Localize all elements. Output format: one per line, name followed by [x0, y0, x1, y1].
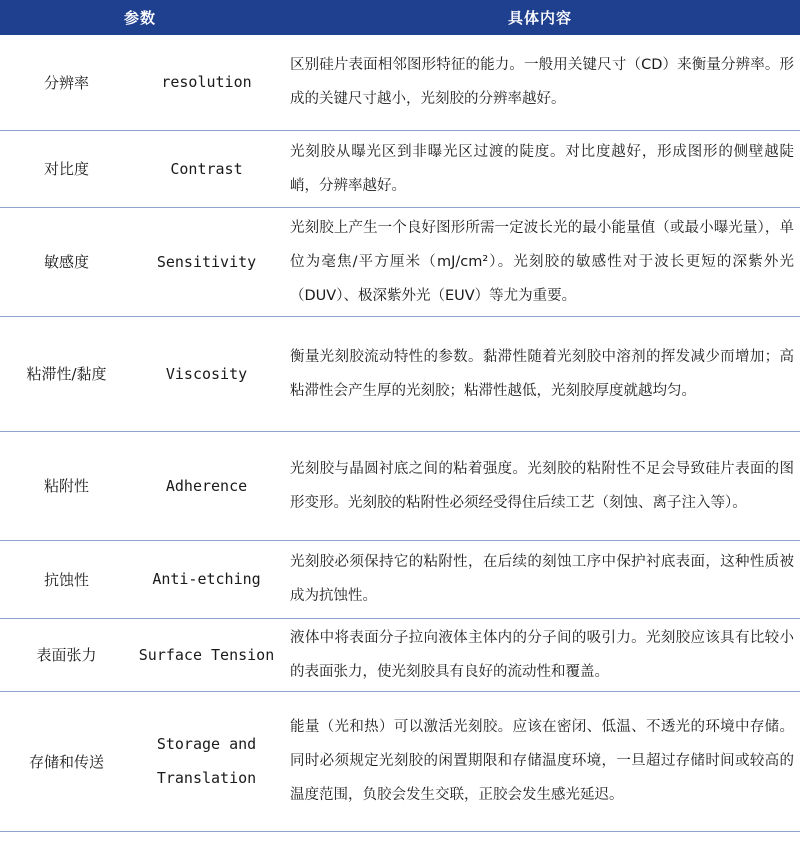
- header-param: 参数: [124, 9, 157, 27]
- param-english: Contrast: [133, 130, 280, 207]
- table-row: [0, 540, 800, 618]
- table-row: [0, 618, 800, 691]
- param-name: 存储和传送: [0, 691, 133, 831]
- param-description: 区别硅片表面相邻图形特征的能力。一般用关键尺寸（CD）来衡量分辨率。形成的关键尺寸越小，光刻胶的分辨率越好。: [280, 35, 800, 130]
- param-name: 敏感度: [0, 207, 133, 316]
- table-row: [0, 207, 800, 316]
- header-content: 具体内容: [508, 9, 573, 27]
- param-description: 光刻胶与晶圆衬底之间的粘着强度。光刻胶的粘附性不足会导致硅片表面的图形变形。光刻胶的粘附性必须经受得住后续工艺（刻蚀、离子注入等）。: [280, 431, 800, 540]
- param-description: 光刻胶必须保持它的粘附性，在后续的刻蚀工序中保护衬底表面，这种性质被成为抗蚀性。: [280, 540, 800, 618]
- param-english: Storage and Translation: [133, 691, 280, 831]
- param-description: 光刻胶上产生一个良好图形所需一定波长光的最小能量值（或最小曝光量），单位为毫焦/平方厘米（mJ/cm²）。光刻胶的敏感性对于波长更短的深紫外光（DUV）、极深紫外光（EUV）等尤为重要。: [280, 207, 800, 316]
- param-description: 光刻胶从曝光区到非曝光区过渡的陡度。对比度越好，形成图形的侧壁越陡峭，分辨率越好。: [280, 130, 800, 207]
- param-description: 衡量光刻胶流动特性的参数。黏滞性随着光刻胶中溶剂的挥发减少而增加；高粘滞性会产生厚的光刻胶；粘滞性越低，光刻胶厚度就越均匀。: [280, 316, 800, 431]
- table-header-row: [0, 0, 800, 35]
- param-name: 分辨率: [0, 35, 133, 130]
- param-name: 抗蚀性: [0, 540, 133, 618]
- table-row: [0, 35, 800, 130]
- param-english: Anti-etching: [133, 540, 280, 618]
- param-english: resolution: [133, 35, 280, 130]
- param-english: Viscosity: [133, 316, 280, 431]
- param-english: Surface Tension: [133, 618, 280, 691]
- table-row: [0, 316, 800, 431]
- param-english: Sensitivity: [133, 207, 280, 316]
- param-english: Adherence: [133, 431, 280, 540]
- param-description: 能量（光和热）可以激活光刻胶。应该在密闭、低温、不透光的环境中存储。同时必须规定光刻胶的闲置期限和存储温度环境，一旦超过存储时间或较高的温度范围，负胶会发生交联，正胶会发生感光延迟。: [280, 691, 800, 831]
- param-name: 表面张力: [0, 618, 133, 691]
- table-row: [0, 431, 800, 540]
- table-row: [0, 130, 800, 207]
- param-name: 粘附性: [0, 431, 133, 540]
- param-name: 对比度: [0, 130, 133, 207]
- table-row: [0, 691, 800, 831]
- param-name: 粘滞性/黏度: [0, 316, 133, 431]
- param-description: 液体中将表面分子拉向液体主体内的分子间的吸引力。光刻胶应该具有比较小的表面张力，使光刻胶具有良好的流动性和覆盖。: [280, 618, 800, 691]
